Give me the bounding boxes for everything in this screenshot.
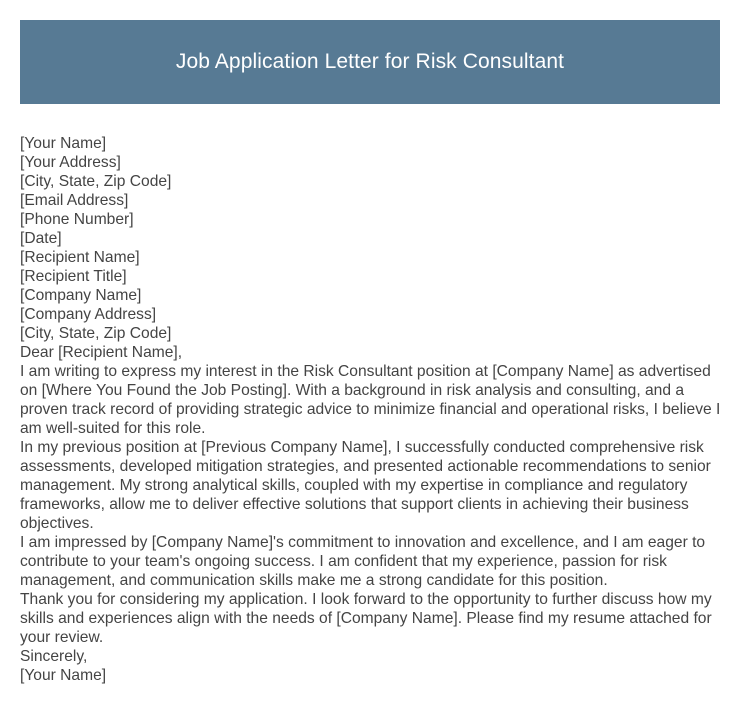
recipient-title: [Recipient Title]: [20, 268, 127, 285]
recipient-company: [Company Name]: [20, 287, 142, 304]
salutation: Dear [Recipient Name],: [20, 344, 183, 361]
paragraph-closing: Thank you for considering my application. I look forward to the opportunity to further discuss how my skills and experiences align with the needs of [Company Name]. Please find my resume attached for your review.: [20, 591, 712, 646]
letter-date: [Date]: [20, 230, 62, 247]
sender-city-state-zip: [City, State, Zip Code]: [20, 173, 172, 190]
sender-address: [Your Address]: [20, 154, 121, 171]
letter-body: [20, 134, 726, 685]
paragraph-intro: I am writing to express my interest in the Risk Consultant position at [Company Name] as advertised on [Where You Found the Job Posting]. With a background in risk analysis and consulting, and a proven track record of providing strategic advice to minimize financial and operational risks, I believe I am well-suited for this role.: [20, 363, 721, 437]
title-banner: [20, 20, 720, 104]
recipient-company-address: [Company Address]: [20, 306, 157, 323]
recipient-name: [Recipient Name]: [20, 249, 140, 266]
sender-name: [Your Name]: [20, 135, 107, 152]
sender-phone: [Phone Number]: [20, 211, 134, 228]
signature: [Your Name]: [20, 667, 107, 684]
recipient-city-state-zip: [City, State, Zip Code]: [20, 325, 172, 342]
paragraph-experience: In my previous position at [Previous Company Name], I successfully conducted comprehensive risk assessments, developed mitigation strategies, and presented actionable recommendations to senior management. My strong analytical skills, coupled with my expertise in compliance and regulatory frameworks, allow me to deliver effective solutions that support clients in achieving their business objectives.: [20, 439, 711, 532]
closing: Sincerely,: [20, 648, 88, 665]
page-title: Job Application Letter for Risk Consultant: [175, 50, 565, 73]
paragraph-motivation: I am impressed by [Company Name]'s commitment to innovation and excellence, and I am eager to contribute to your team's ongoing success. I am confident that my experience, passion for risk management, and communication skills make me a strong candidate for this position.: [20, 534, 706, 589]
sender-email: [Email Address]: [20, 192, 129, 209]
